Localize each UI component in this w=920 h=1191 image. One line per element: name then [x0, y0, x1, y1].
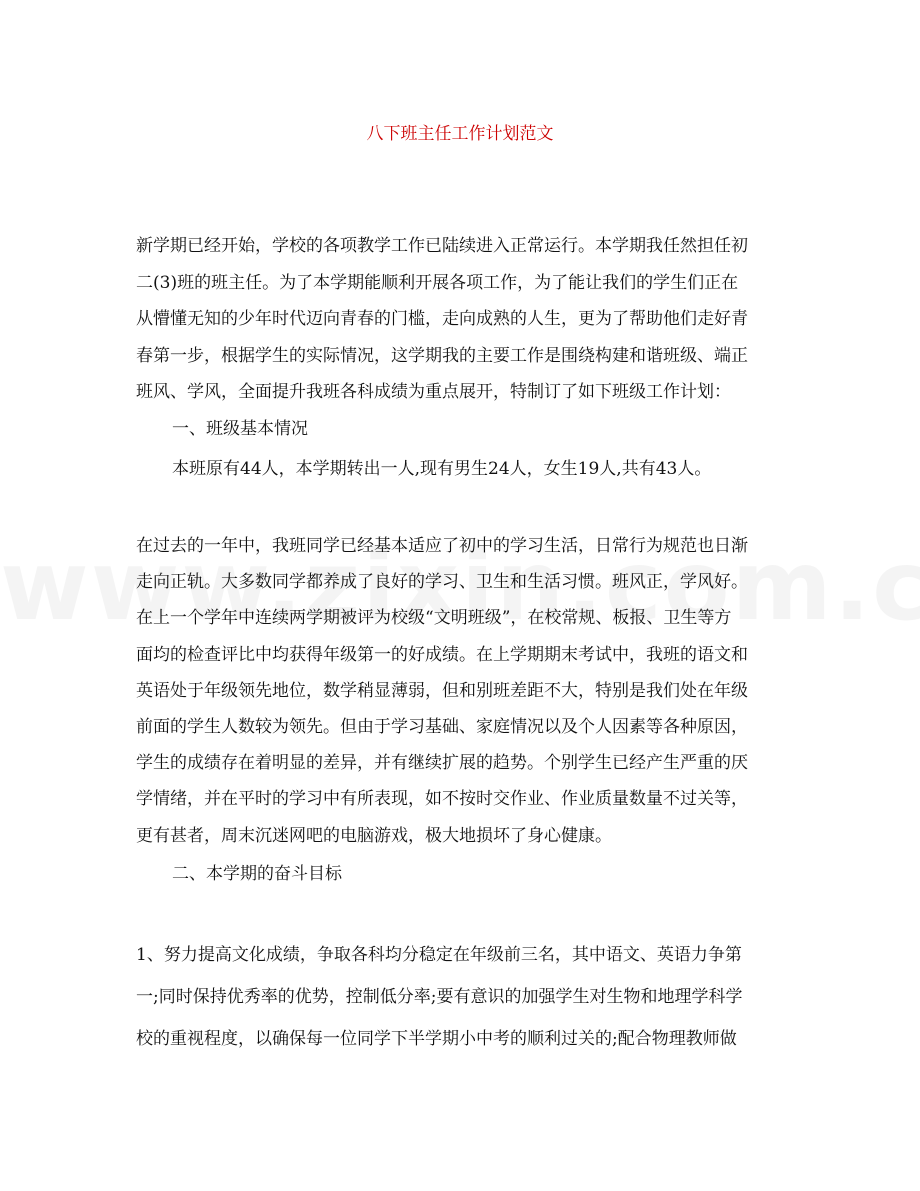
text-line: 班风、学风，全面提升我班各科成绩为重点展开，特制订了如下班级工作计划：	[136, 382, 731, 402]
text-line: 一;同时保持优秀率的优势，控制低分率;要有意识的加强学生对生物和地理学科学	[136, 987, 743, 1007]
class-stats: 本班原有44人，本学期转出一人,现有男生24人，女生19人,共有43人。	[172, 459, 712, 479]
paragraph-situation	[136, 528, 786, 854]
paragraph-intro	[136, 228, 786, 411]
text-line: 更有甚者，周末沉迷网吧的电脑游戏，极大地损坏了身心健康。	[136, 825, 612, 846]
text-line: 学生的成绩存在着明显的差异，并有继续扩展的趋势。个别学生已经产生严重的厌	[136, 753, 748, 774]
text-line: 走向正轨。大多数同学都养成了良好的学习、卫生和生活习惯。班风正，学风好。	[136, 572, 748, 593]
text-line: 1、努力提高文化成绩，争取各科均分稳定在年级前三名，其中语文、英语力争第	[136, 945, 742, 965]
paragraph-goals	[136, 934, 786, 1060]
text-line: 二(3)班的班主任。为了本学期能顺利开展各项工作，为了能让我们的学生们正在	[136, 272, 739, 293]
section-heading-1: 一、班级基本情况	[172, 419, 308, 439]
document-title: 八下班主任工作计划范文	[366, 124, 554, 144]
text-line: 新学期已经开始，学校的各项教学工作已陆续进入正常运行。本学期我任然担任初	[136, 236, 748, 256]
text-line: 前面的学生人数较为领先。但由于学习基础、家庭情况以及个人因素等各种原因，	[136, 717, 748, 738]
text-line: 从懵懂无知的少年时代迈向青春的门槛，走向成熟的人生，更为了帮助他们走好青	[136, 309, 748, 329]
text-line: 校的重视程度，以确保每一位同学下半学期小中考的顺利过关的;配合物理教师做	[136, 1029, 737, 1049]
text-line: 学情绪，并在平时的学习中有所表现，如不按时交作业、作业质量数量不过关等，	[136, 789, 748, 810]
text-line: 在过去的一年中，我班同学已经基本适应了初中的学习生活，日常行为规范也日渐	[136, 536, 748, 556]
text-line: 春第一步，根据学生的实际情况，这学期我的主要工作是围绕构建和谐班级、端正	[136, 345, 748, 366]
text-line: 面均的检查评比中均获得年级第一的好成绩。在上学期期末考试中，我班的语文和	[136, 644, 748, 665]
text-line: 在上一个学年中连续两学期被评为校级“文明班级”，在校常规、板报、卫生等方	[136, 608, 732, 629]
section-heading-2: 二、本学期的奋斗目标	[172, 864, 342, 884]
text-line: 英语处于年级领先地位，数学稍显薄弱，但和别班差距不大，特别是我们处在年级	[136, 680, 748, 701]
